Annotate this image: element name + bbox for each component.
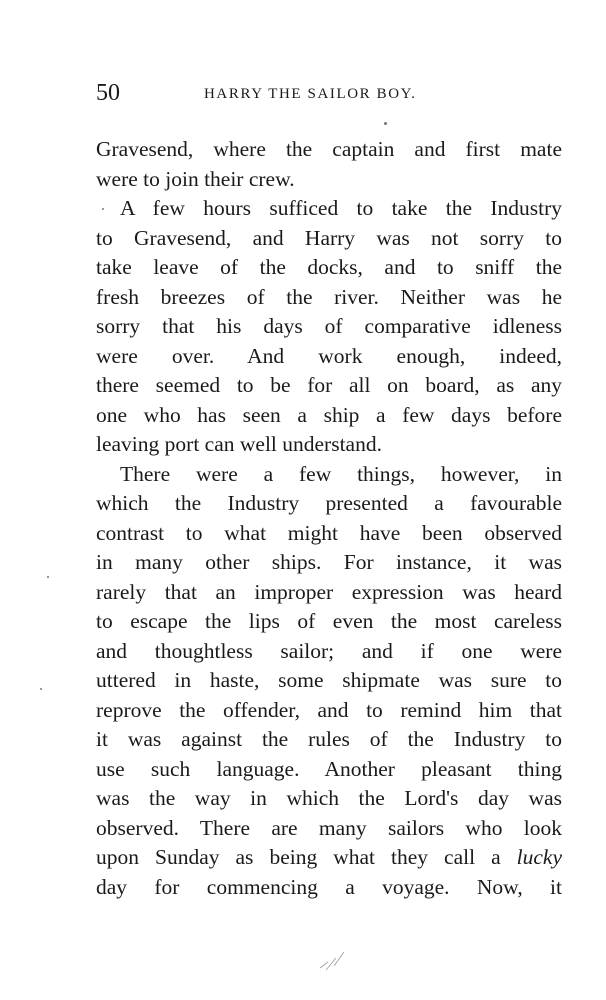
text-line bbox=[96, 696, 562, 726]
text-line-content: There were a few things, however, in bbox=[120, 461, 562, 486]
text-line bbox=[96, 194, 562, 224]
text-line bbox=[96, 401, 562, 431]
text-line bbox=[96, 489, 562, 519]
paper-scratch-mark bbox=[318, 948, 348, 972]
text-line-content: observed. There are many sailors who look bbox=[96, 815, 562, 840]
page-number: 50 bbox=[96, 80, 120, 106]
print-speck bbox=[384, 122, 387, 125]
text-line-content: one who has seen a ship a few days before bbox=[96, 402, 562, 427]
text-line-content: to Gravesend, and Harry was not sorry to bbox=[96, 225, 562, 250]
text-line bbox=[96, 460, 562, 490]
print-speck bbox=[40, 688, 42, 690]
text-line bbox=[96, 725, 562, 755]
text-line bbox=[96, 814, 562, 844]
text-line bbox=[96, 253, 562, 283]
text-line bbox=[96, 519, 562, 549]
text-line-content: use such language. Another pleasant thing bbox=[96, 756, 562, 781]
text-line-content: contrast to what might have been observed bbox=[96, 520, 562, 545]
text-line bbox=[96, 548, 562, 578]
text-line bbox=[96, 430, 562, 460]
running-head: HARRY THE SAILOR BOY. bbox=[204, 86, 417, 102]
page-header bbox=[96, 78, 564, 110]
text-line-content: was the way in which the Lord's day was bbox=[96, 786, 562, 810]
text-line-content: which the Industry presented a favourable bbox=[96, 491, 562, 515]
text-line bbox=[96, 843, 562, 873]
text-line-content: and thoughtless sailor; and if one were bbox=[96, 638, 562, 663]
text-line bbox=[96, 312, 562, 342]
text-line-content: upon Sunday as being what they call a bbox=[96, 845, 517, 869]
text-line bbox=[96, 873, 562, 903]
italic-word: lucky bbox=[516, 845, 562, 869]
text-line-content: day for commencing a voyage. Now, it bbox=[96, 874, 562, 899]
text-line bbox=[96, 371, 562, 401]
text-line-content: were to join their crew. bbox=[96, 166, 295, 191]
body-text bbox=[96, 135, 562, 902]
text-line-content: uttered in haste, some shipmate was sure to bbox=[96, 668, 562, 692]
text-line bbox=[96, 342, 562, 372]
print-speck bbox=[47, 576, 49, 578]
text-line bbox=[96, 637, 562, 667]
text-line-content: there seemed to be for all on board, as any bbox=[96, 373, 562, 397]
text-line-content: it was against the rules of the Industry to bbox=[96, 727, 562, 751]
text-line-content: take leave of the docks, and to sniff the bbox=[96, 255, 562, 279]
text-line-content: reprove the offender, and to remind him that bbox=[96, 697, 562, 722]
text-line-content: to escape the lips of even the most careless bbox=[96, 609, 562, 633]
text-line bbox=[96, 283, 562, 313]
text-line bbox=[96, 578, 562, 608]
text-line-content: in many other ships. For instance, it was bbox=[96, 550, 562, 574]
text-line-content: rarely that an improper expression was heard bbox=[96, 579, 562, 604]
text-line bbox=[96, 135, 562, 165]
text-line bbox=[96, 607, 562, 637]
text-line-content: fresh breezes of the river. Neither was he bbox=[96, 284, 562, 309]
text-line bbox=[96, 224, 562, 254]
text-line bbox=[96, 165, 562, 195]
text-line-content: leaving port can well understand. bbox=[96, 432, 382, 456]
text-line-content: were over. And work enough, indeed, bbox=[96, 343, 562, 368]
text-line bbox=[96, 755, 562, 785]
text-line-content: A few hours sufficed to take the Industry bbox=[120, 196, 562, 220]
text-line bbox=[96, 784, 562, 814]
text-line-content: sorry that his days of comparative idleness bbox=[96, 314, 562, 338]
text-line-content: Gravesend, where the captain and first mate bbox=[96, 137, 562, 161]
print-speck bbox=[102, 208, 104, 210]
text-line bbox=[96, 666, 562, 696]
